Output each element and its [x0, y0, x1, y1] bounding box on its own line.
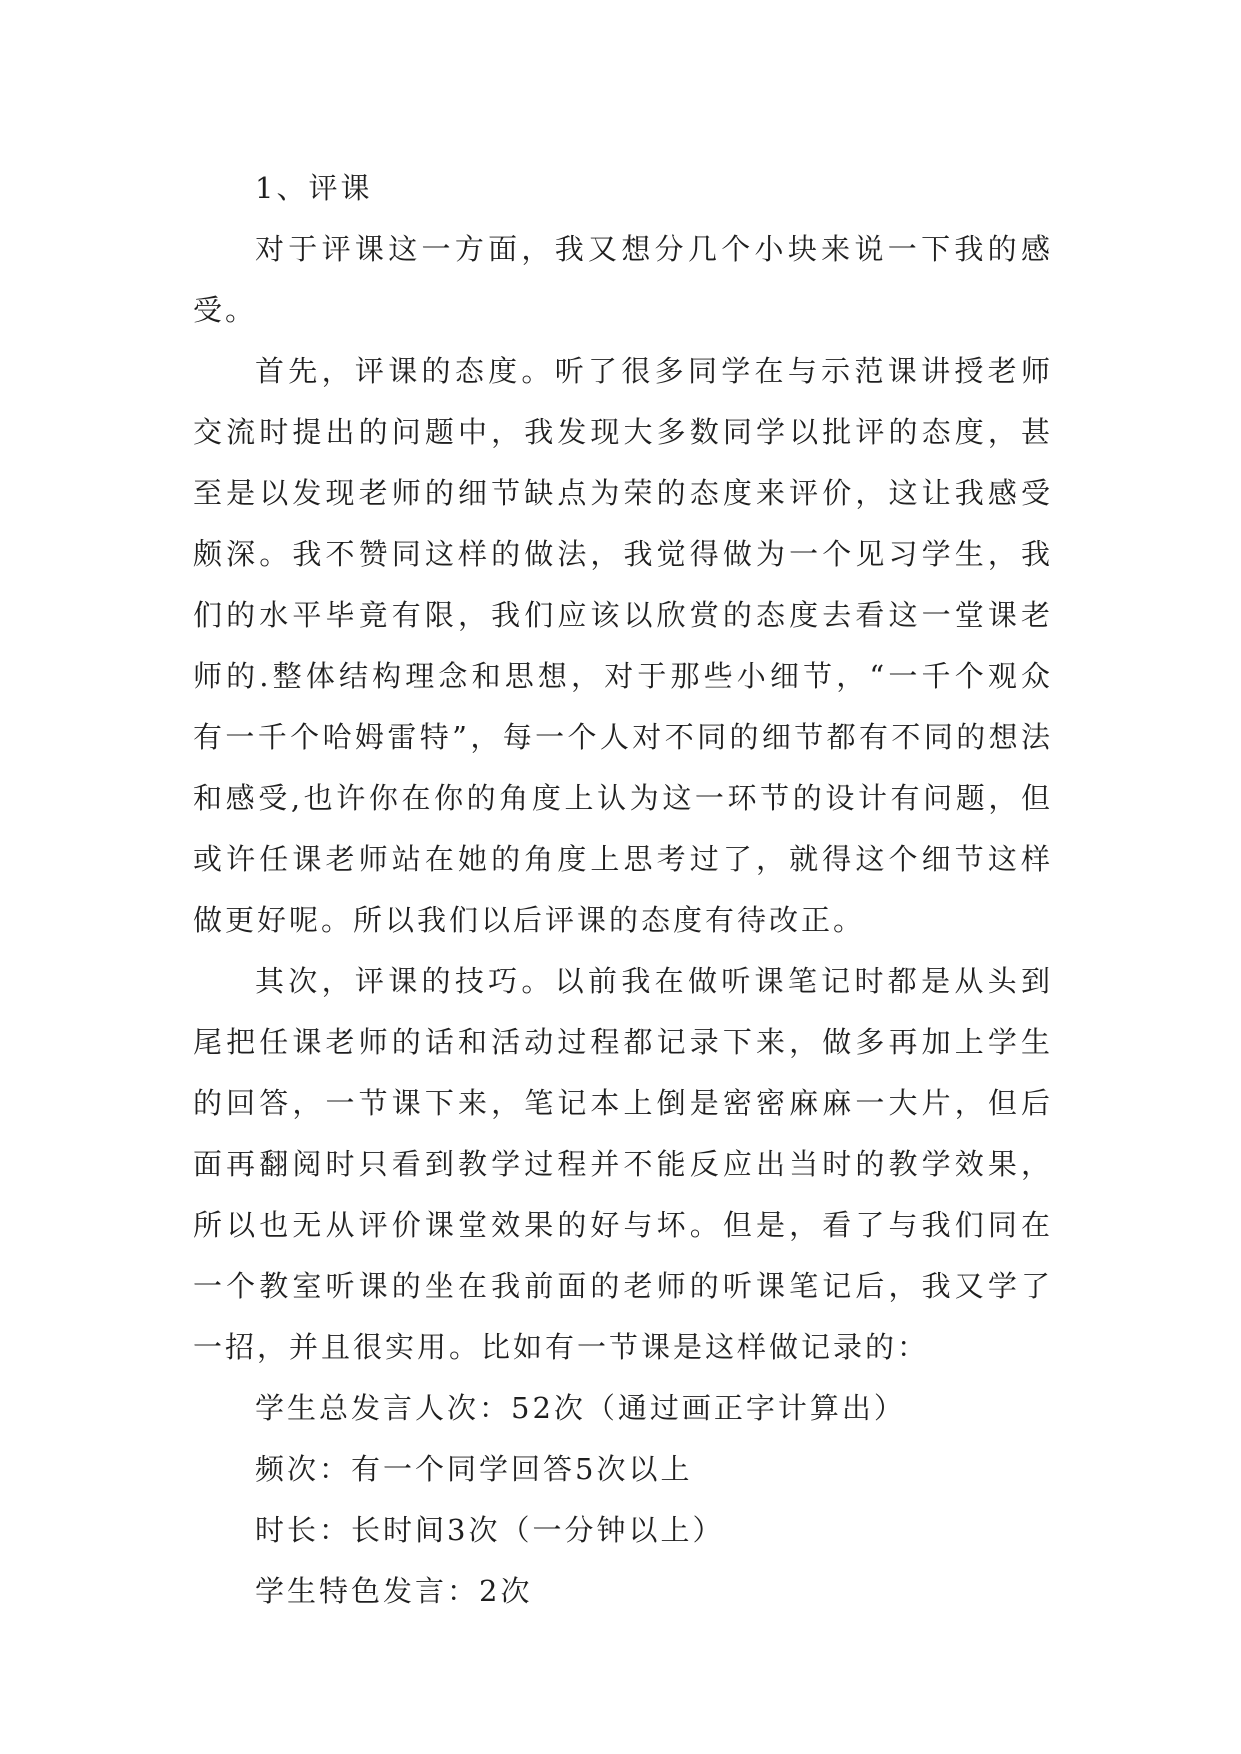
- record-item: 频次：有一个同学回答5次以上: [255, 1452, 693, 1486]
- record-item: 学生总发言人次：52次（通过画正字计算出）: [255, 1391, 906, 1425]
- record-item: 学生特色发言：2次: [255, 1574, 533, 1608]
- record-item: 时长：长时间3次（一分钟以上）: [255, 1513, 725, 1547]
- document-body: [193, 158, 1053, 1622]
- paragraph: 其次，评课的技巧。以前我在做听课笔记时都是从头到尾把任课老师的话和活动过程都记录下来，做多再加上学生的回答，一节课下来，笔记本上倒是密密麻麻一大片，但后面再翻阅时只看到教学过程并不能反应出当时的教学效果，所以也无从评价课堂效果的好与坏。但是，看了与我们同在一个教室听课的坐在我前面的老师的听课笔记后，我又学了一招，并且很实用。比如有一节课是这样做记录的：: [193, 964, 1053, 1364]
- paragraph: 首先，评课的态度。听了很多同学在与示范课讲授老师交流时提出的问题中，我发现大多数同学以批评的态度，甚至是以发现老师的细节缺点为荣的态度来评价，这让我感受颇深。我不赞同这样的做法，我觉得做为一个见习学生，我们的水平毕竟有限，我们应该以欣赏的态度去看这一堂课老师的.整体结构理念和思想，对于那些小细节，“一千个观众有一千个哈姆雷特”，每一个人对不同的细节都有不同的想法和感受,也许你在你的角度上认为这一环节的设计有问题，但或许任课老师站在她的角度上思考过了，就得这个细节这样做更好呢。所以我们以后评课的态度有待改正。: [193, 354, 1053, 937]
- section-heading: 1、评课: [255, 171, 373, 205]
- paragraph: 对于评课这一方面，我又想分几个小块来说一下我的感受。: [193, 232, 1053, 327]
